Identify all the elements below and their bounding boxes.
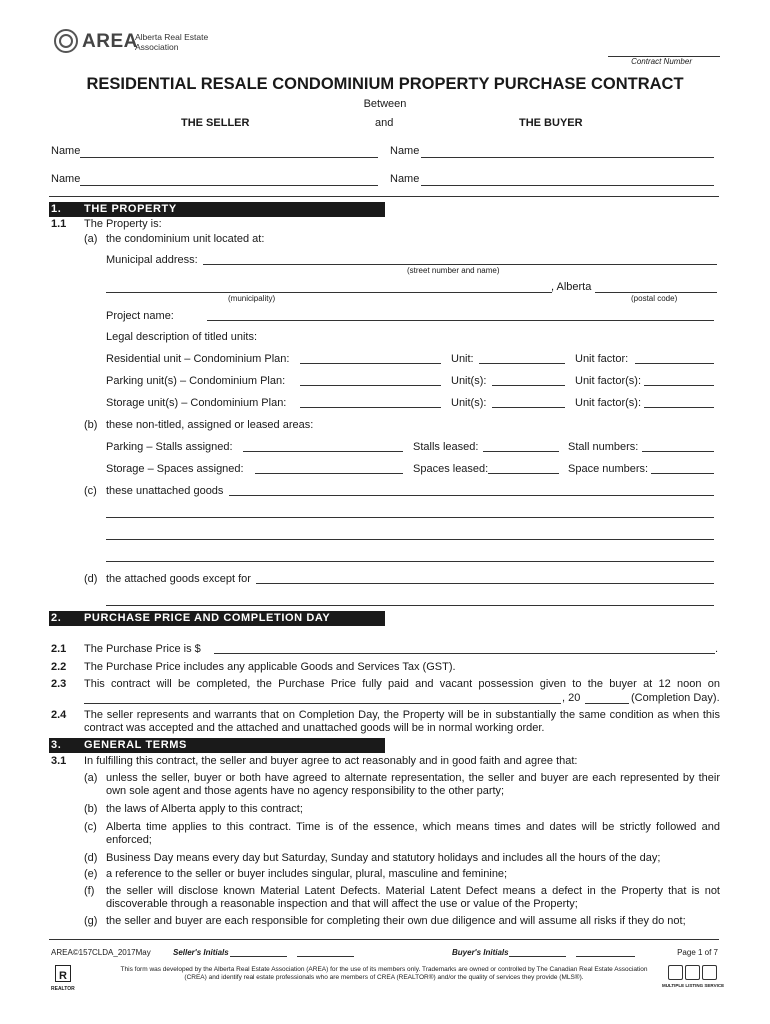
realtor-logo-text: REALTOR — [51, 986, 75, 992]
clause-2-4-text: The seller represents and warrants that on Completion Day, the Property will be in substantially the same condition as when this contract was accepted and the attached and unattached goods will be in normal working order. — [84, 709, 720, 734]
residential-unit-factor-field[interactable] — [635, 363, 714, 364]
section-3-header — [49, 738, 385, 753]
space-numbers-label: Space numbers: — [568, 463, 649, 475]
mls-logo-text: MULTIPLE LISTING SERVICE — [662, 983, 725, 988]
and-label: and — [375, 117, 394, 129]
postal-code-field[interactable] — [595, 292, 717, 293]
clause-3-1-a-label: (a) — [84, 772, 98, 784]
legal-description-label: Legal description of titled units: — [106, 331, 258, 343]
stalls-leased-label: Stalls leased: — [413, 441, 479, 453]
clause-1-1-c-text: these unattached goods — [106, 485, 224, 497]
seller-name-field-2[interactable] — [80, 185, 378, 186]
buyer-initials-label: Buyer's Initials — [452, 948, 509, 957]
alberta-label: , Alberta — [551, 281, 592, 293]
clause-1-1-a-text: the condominium unit located at: — [106, 233, 265, 245]
clause-3-1-f-label: (f) — [84, 885, 95, 897]
area-logo-word: AREA — [82, 31, 138, 52]
unattached-goods-field-3[interactable] — [106, 539, 714, 540]
residential-plan-field[interactable] — [300, 363, 441, 364]
clause-1-1-b-text: these non-titled, assigned or leased areas: — [106, 419, 314, 431]
seller-initials-label: Seller's Initials — [173, 948, 229, 957]
clause-3-1-b-label: (b) — [84, 803, 98, 815]
completion-year-field[interactable] — [585, 703, 629, 704]
clause-2-3-number: 2.3 — [51, 678, 67, 690]
clause-3-1-text: In fulfilling this contract, the seller and buyer agree to act reasonably and in good faith and agree that: — [84, 755, 578, 767]
realtor-logo-icon: R — [55, 965, 71, 982]
storage-unit-factors-label: Unit factor(s): — [575, 397, 642, 409]
seller-heading: THE SELLER — [181, 117, 250, 129]
storage-units-number-label: Unit(s): — [451, 397, 487, 409]
buyer-name-field-1[interactable] — [421, 157, 714, 158]
clause-1-1-d-label: (d) — [84, 573, 98, 585]
parking-unit-factors-label: Unit factor(s): — [575, 375, 642, 387]
buyer-name-label-2: Name — [390, 173, 420, 185]
mls-logo-icon — [668, 965, 718, 981]
completion-day-label: (Completion Day). — [631, 692, 720, 704]
buyer-name-label-1: Name — [390, 145, 420, 157]
clause-2-1-number: 2.1 — [51, 643, 67, 655]
area-logo-line2: Association — [135, 42, 179, 52]
completion-date-field[interactable] — [84, 703, 561, 704]
parking-stalls-field[interactable] — [243, 451, 403, 452]
buyer-initials-field-2[interactable] — [576, 956, 635, 957]
seller-initials-field-2[interactable] — [297, 956, 354, 957]
residential-unit-field[interactable] — [479, 363, 565, 364]
section-1-number: 1. — [51, 203, 62, 215]
between-label: Between — [363, 98, 407, 110]
area-logo-icon — [54, 29, 78, 53]
residential-unit-factor-label: Unit factor: — [575, 353, 629, 365]
clause-1-1-d-text: the attached goods except for — [106, 573, 251, 585]
space-numbers-field[interactable] — [651, 473, 714, 474]
section-2-title: PURCHASE PRICE AND COMPLETION DAY — [84, 612, 331, 624]
clause-1-1-text: The Property is: — [84, 218, 162, 230]
parking-units-label: Parking unit(s) – Condominium Plan: — [106, 375, 286, 387]
clause-3-1-g-label: (g) — [84, 915, 98, 927]
clause-3-1-e-label: (e) — [84, 868, 98, 880]
area-logo-line1: Alberta Real Estate — [135, 32, 209, 42]
attached-goods-field-2[interactable] — [106, 605, 714, 606]
section-2-header — [49, 611, 385, 626]
buyer-initials-field-1[interactable] — [509, 956, 566, 957]
municipal-address-field[interactable] — [203, 264, 717, 265]
storage-units-field[interactable] — [492, 407, 565, 408]
clause-1-1-a-label: (a) — [84, 233, 98, 245]
area-logo — [54, 29, 224, 57]
clause-3-1-d-label: (d) — [84, 852, 98, 864]
unattached-goods-field-2[interactable] — [106, 517, 714, 518]
clause-2-3-text: This contract will be completed, the Purchase Price fully paid and vacant possession given to the buyer at 12 noon on — [84, 678, 720, 690]
clause-3-1-d-text: Business Day means every day but Saturday, Sunday and statutory holidays and includes all the hours of the day; — [106, 852, 661, 864]
clause-3-1-c-text: Alberta time applies to this contract. Time is of the essence, which means times and dates will be strictly followed and enforced; — [106, 821, 720, 846]
storage-units-label: Storage unit(s) – Condominium Plan: — [106, 397, 287, 409]
municipality-field[interactable] — [106, 292, 552, 293]
clause-3-1-g-text: the seller and buyer are each responsible for completing their own due diligence and will assume all risks if they do not; — [106, 915, 686, 927]
clause-3-1-e-text: a reference to the seller or buyer includes singular, plural, masculine and feminine; — [106, 868, 508, 880]
spaces-leased-label: Spaces leased: — [413, 463, 489, 475]
project-name-field[interactable] — [207, 320, 714, 321]
parking-plan-field[interactable] — [300, 385, 441, 386]
section-3-number: 3. — [51, 739, 62, 751]
clause-3-1-b-text: the laws of Alberta apply to this contract; — [106, 803, 303, 815]
section-3-title: GENERAL TERMS — [84, 739, 187, 751]
purchase-price-period: . — [715, 643, 719, 655]
clause-1-1-number: 1.1 — [51, 218, 67, 230]
clause-2-4-number: 2.4 — [51, 709, 67, 721]
clause-2-2-text: The Purchase Price includes any applicable Goods and Services Tax (GST). — [84, 661, 456, 673]
residential-unit-number-label: Unit: — [451, 353, 474, 365]
clause-2-1-text: The Purchase Price is $ — [84, 643, 201, 655]
clause-3-1-c-label: (c) — [84, 821, 97, 833]
municipality-caption: (municipality) — [228, 294, 276, 303]
clause-1-1-b-label: (b) — [84, 419, 98, 431]
stalls-leased-field[interactable] — [483, 451, 559, 452]
buyer-heading: THE BUYER — [519, 117, 583, 129]
parking-unit-factors-field[interactable] — [644, 385, 714, 386]
parking-stalls-label: Parking – Stalls assigned: — [106, 441, 233, 453]
page-title: RESIDENTIAL RESALE CONDOMINIUM PROPERTY PURCHASE CONTRACT — [86, 75, 684, 93]
storage-spaces-label: Storage – Spaces assigned: — [106, 463, 244, 475]
seller-name-label-1: Name — [51, 145, 81, 157]
stall-numbers-label: Stall numbers: — [568, 441, 639, 453]
parking-units-field[interactable] — [492, 385, 565, 386]
page-number: Page 1 of 7 — [677, 948, 718, 957]
form-code: AREA©157CLDA_2017May — [51, 948, 151, 957]
buyer-name-field-2[interactable] — [421, 185, 714, 186]
postal-code-caption: (postal code) — [631, 294, 678, 303]
street-caption: (street number and name) — [407, 266, 500, 275]
footer-disclaimer: This form was developed by the Alberta Real Estate Association (AREA) for the use of its members only. Trademarks are owned or controlled by The Canadian Real Estate Association (CREA) and identify real estate professionals who are members of CREA (REALTOR®) and/or the quality of services they provide (MLS®). — [120, 966, 648, 981]
unattached-goods-field-4[interactable] — [106, 561, 714, 562]
seller-name-field-1[interactable] — [80, 157, 378, 158]
storage-spaces-field[interactable] — [255, 473, 403, 474]
clause-2-2-number: 2.2 — [51, 661, 67, 673]
completion-year-prefix: , 20 — [562, 692, 581, 704]
divider — [49, 196, 719, 197]
attached-goods-field-1[interactable] — [256, 583, 714, 584]
seller-name-label-2: Name — [51, 173, 81, 185]
project-name-label: Project name: — [106, 310, 174, 322]
clause-3-1-number: 3.1 — [51, 755, 67, 767]
seller-initials-field-1[interactable] — [230, 956, 287, 957]
section-1-title: THE PROPERTY — [84, 203, 177, 215]
clause-3-1-a-text: unless the seller, buyer or both have agreed to alternate representation, the seller and buyer are each represented by their own sole agent and those agents have no agency responsibility to the other party; — [106, 772, 720, 797]
section-2-number: 2. — [51, 612, 62, 624]
contract-number-label: Contract Number — [631, 57, 692, 66]
clause-3-1-f-text: the seller will disclose known Material Latent Defects. Material Latent Defect means a defect in the Property that is not discoverable through a reasonable inspection and that will affect the use or value of the Property; — [106, 885, 720, 910]
section-1-header — [49, 202, 385, 217]
parking-units-number-label: Unit(s): — [451, 375, 487, 387]
clause-1-1-c-label: (c) — [84, 485, 97, 497]
storage-plan-field[interactable] — [300, 407, 441, 408]
purchase-price-field[interactable] — [214, 653, 715, 654]
stall-numbers-field[interactable] — [642, 451, 714, 452]
footer-divider — [49, 939, 719, 940]
storage-unit-factors-field[interactable] — [644, 407, 714, 408]
unattached-goods-field-1[interactable] — [229, 495, 714, 496]
residential-unit-label: Residential unit – Condominium Plan: — [106, 353, 290, 365]
spaces-leased-field[interactable] — [488, 473, 559, 474]
municipal-address-label: Municipal address: — [106, 254, 198, 266]
